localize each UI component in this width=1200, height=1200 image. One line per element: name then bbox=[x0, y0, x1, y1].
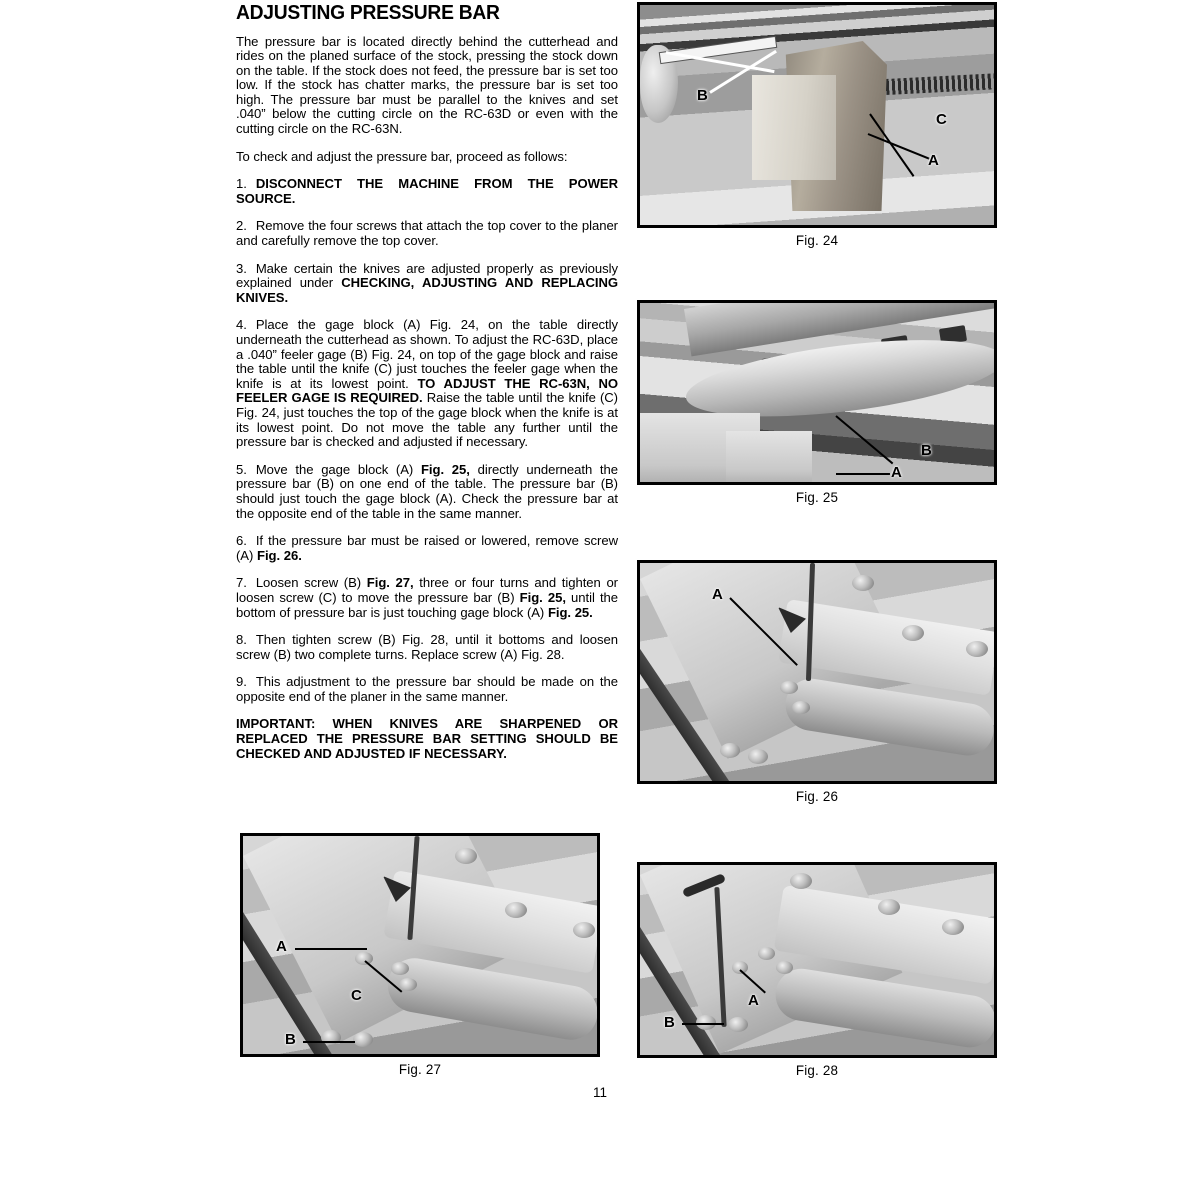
figure-28-leader-b bbox=[682, 1023, 724, 1025]
figure-25-leader-a bbox=[836, 473, 890, 475]
figure-24 bbox=[637, 2, 997, 248]
step-6-number: 6. bbox=[236, 533, 247, 549]
step-2-number: 2. bbox=[236, 218, 247, 234]
table-support bbox=[726, 431, 812, 485]
figure-28-callout-b: B bbox=[664, 1014, 675, 1031]
screw-top-1 bbox=[790, 873, 812, 889]
step-4-text-b: Raise the table until the knife (C) Fig. 24, just touches the top of the gage block when the knife is at its lowest point. Do not move the table any further until the pressure bar is checked and adjusted if necessary. bbox=[236, 390, 618, 450]
step-5-number: 5. bbox=[236, 461, 247, 477]
step-3-text: Make certain the knives are adjusted properly as previously explained under bbox=[236, 260, 618, 291]
screw-top-2 bbox=[902, 625, 924, 641]
figure-27-leader-b bbox=[303, 1041, 355, 1043]
step-7-text-c: until the bottom of pressure bar is just touching gage block (A) bbox=[236, 589, 618, 620]
step-9-number: 9. bbox=[236, 674, 247, 690]
screw-top-1 bbox=[455, 848, 477, 864]
step-8-number: 8. bbox=[236, 632, 247, 648]
figure-28 bbox=[637, 862, 997, 1078]
gage-block-face bbox=[752, 75, 836, 180]
step-7-text-a: Loosen screw (B) bbox=[255, 575, 367, 591]
step-4-emphasis: TO ADJUST THE RC-63N, NO FEELER GAGE IS REQUIRED. bbox=[236, 375, 618, 406]
step-9 bbox=[236, 675, 618, 704]
step-7-text-b: three or four turns and tighten or loosen screw (C) to move the pressure bar (B) bbox=[236, 575, 618, 605]
figure-26 bbox=[637, 560, 997, 804]
figure-26-caption: Fig. 26 bbox=[795, 789, 839, 804]
screw-extra-2 bbox=[776, 961, 793, 974]
figure-25-caption: Fig. 25 bbox=[795, 490, 839, 505]
screw-mid-2 bbox=[399, 978, 417, 991]
step-2 bbox=[236, 219, 618, 248]
step-6-text-a: If the pressure bar must be raised or lowered, remove screw (A) bbox=[236, 533, 618, 563]
step-7 bbox=[236, 576, 618, 620]
step-5 bbox=[236, 463, 618, 521]
step-3-reference: CHECKING, ADJUSTING AND REPLACING KNIVES. bbox=[236, 275, 618, 305]
screw-b-2 bbox=[353, 1032, 373, 1047]
step-3 bbox=[236, 262, 618, 306]
screw-top-3 bbox=[966, 641, 988, 657]
step-4-text-a: Place the gage block (A) Fig. 24, on the table directly underneath the cutterhead as shown. To adjust the RC-63D, place a .040” feeler gage (B) Fig. 24, on top of the gage block and raise the table until the knife (C) just touches the feeler gage when the knife is at its lowest point. bbox=[236, 317, 618, 391]
screw-secondary bbox=[792, 701, 810, 714]
step-7-figref-c: Fig. 25. bbox=[547, 604, 593, 620]
figure-28-photo bbox=[640, 865, 994, 1055]
figure-26-callout-a: A bbox=[712, 586, 723, 603]
figure-27-image bbox=[240, 833, 600, 1057]
figure-25-photo bbox=[640, 303, 994, 482]
step-5-text-b: directly underneath the pressure bar (B) on one end of the table. The pressure bar (B) should just touch the gage block (A). Check the pressure bar at the opposite end of the table in the same manner. bbox=[236, 461, 618, 521]
figure-25-leader-b bbox=[835, 415, 893, 464]
screw-b-2 bbox=[728, 1017, 748, 1032]
figure-27-photo bbox=[243, 836, 597, 1054]
step-7-figref-b: Fig. 25, bbox=[519, 589, 566, 605]
lead-in-paragraph: To check and adjust the pressure bar, proceed as follows: bbox=[236, 148, 568, 164]
step-1-number: 1. bbox=[236, 176, 247, 192]
important-notice-text: IMPORTANT: WHEN KNIVES ARE SHARPENED OR REPLACED THE PRESSURE BAR SETTING SHOULD BE CHECKED AND ADJUSTED IF NECESSARY. bbox=[236, 716, 618, 761]
screw-mid bbox=[391, 962, 409, 975]
screw-extra-1 bbox=[758, 947, 775, 960]
step-4-number: 4. bbox=[236, 317, 247, 333]
figure-28-image bbox=[637, 862, 997, 1058]
figure-24-photo bbox=[640, 5, 994, 225]
figure-28-caption: Fig. 28 bbox=[795, 1063, 839, 1078]
step-6 bbox=[236, 534, 618, 563]
important-notice bbox=[236, 717, 618, 761]
figure-24-image bbox=[637, 2, 997, 228]
figure-26-photo bbox=[640, 563, 994, 781]
step-1-text: DISCONNECT THE MACHINE FROM THE POWER SOURCE. bbox=[236, 176, 618, 206]
step-8-text: Then tighten screw (B) Fig. 28, until it bottoms and loosen screw (B) two complete turns. Replace screw (A) Fig. 28. bbox=[236, 632, 618, 662]
figure-26-image bbox=[637, 560, 997, 784]
screw-lower-2 bbox=[748, 749, 768, 764]
step-3-number: 3. bbox=[236, 260, 247, 276]
step-8 bbox=[236, 633, 618, 662]
step-1 bbox=[236, 177, 618, 206]
figure-27-caption: Fig. 27 bbox=[398, 1062, 442, 1077]
step-9-text: This adjustment to the pressure bar should be made on the opposite end of the planer in the same manner. bbox=[236, 674, 618, 704]
step-7-figref-a: Fig. 27, bbox=[366, 575, 414, 591]
screw-c bbox=[355, 952, 373, 965]
text-column bbox=[236, 2, 618, 774]
figure-27-leader-a bbox=[295, 948, 367, 950]
figure-28-callout-a: A bbox=[748, 992, 759, 1009]
figure-24-callout-b: B bbox=[697, 87, 708, 104]
figure-24-callout-a: A bbox=[928, 152, 939, 169]
figure-27-callout-c: C bbox=[351, 987, 362, 1004]
figure-27-callout-a: A bbox=[276, 938, 287, 955]
step-4 bbox=[236, 318, 618, 449]
step-2-text: Remove the four screws that attach the top cover to the planer and carefully remove the top cover. bbox=[236, 218, 618, 249]
figure-25-image bbox=[637, 300, 997, 485]
screw-top-3 bbox=[573, 922, 595, 938]
figure-25-callout-a: A bbox=[891, 464, 902, 481]
step-6-figref: Fig. 26. bbox=[257, 547, 302, 563]
figure-25 bbox=[637, 300, 997, 505]
screw-top-2 bbox=[505, 902, 527, 918]
screw-top-3 bbox=[942, 919, 964, 935]
figure-25-callout-b: B bbox=[921, 442, 932, 459]
screw-lower-1 bbox=[720, 743, 740, 758]
figure-27 bbox=[240, 833, 600, 1077]
figure-27-callout-b: B bbox=[285, 1031, 296, 1048]
intro-paragraph: The pressure bar is located directly behind the cutterhead and rides on the planed surface of the stock, pressing the stock down on the table. If the stock does not feed, the pressure bar is set too low. If the stock has chatter marks, the pressure bar is set too high. The pressure bar must be parallel to the knives and set .040” below the cutting circle on the RC-63D or even with the cutting circle on the RC-63N. bbox=[236, 33, 618, 137]
screw-top-1 bbox=[852, 575, 874, 591]
page-number: 11 bbox=[592, 1085, 607, 1100]
step-5-figref-a: Fig. 25, bbox=[420, 461, 470, 477]
screw-top-2 bbox=[878, 899, 900, 915]
screw-a bbox=[780, 681, 798, 694]
step-7-number: 7. bbox=[236, 575, 247, 591]
figure-24-caption: Fig. 24 bbox=[795, 233, 839, 248]
figure-24-callout-c: C bbox=[936, 111, 947, 128]
page-title: ADJUSTING PRESSURE BAR bbox=[236, 1, 500, 24]
step-5-text-a: Move the gage block (A) bbox=[255, 461, 421, 477]
